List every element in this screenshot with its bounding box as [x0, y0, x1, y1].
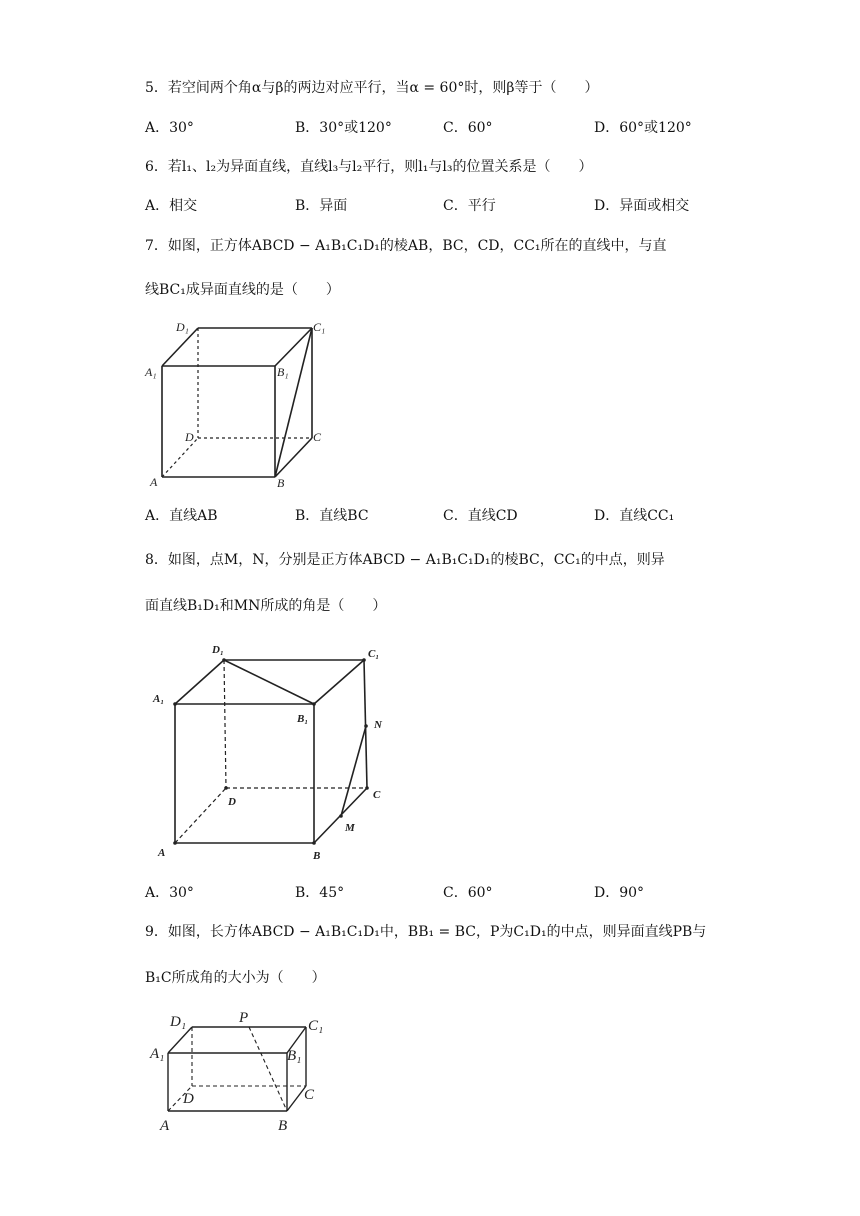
q9-label-a1: A₁	[150, 1046, 165, 1062]
q7-label-d1: D₁	[176, 320, 189, 334]
q7-label-c: C	[313, 430, 322, 444]
q7-option-c[interactable]: C．直线CD	[443, 508, 518, 524]
q9-label-d1: D₁	[170, 1014, 187, 1030]
q5-option-b[interactable]: B．30°或120°	[295, 120, 392, 136]
q8-option-c[interactable]: C．60°	[443, 885, 493, 901]
q8-label-b1: B₁	[297, 713, 309, 725]
q8-option-d[interactable]: D．90°	[594, 885, 645, 901]
question-8-stem-line-1: 8．如图，点M，N，分别是正方体ABCD − A₁B₁C₁D₁的棱BC，CC₁的中点，则异	[145, 552, 665, 568]
q8-label-d: D	[228, 796, 236, 808]
q8-label-d1: D₁	[212, 644, 224, 656]
q8-option-a[interactable]: A．30°	[145, 885, 194, 901]
q8-label-c1: C₁	[368, 648, 380, 660]
q7-option-d[interactable]: D．直线CC₁	[594, 508, 675, 524]
q8-label-a: A	[158, 847, 166, 859]
q9-label-d: D	[183, 1091, 194, 1107]
q7-label-c1: C₁	[313, 320, 326, 334]
q9-label-b1: B₁	[287, 1048, 302, 1064]
question-9-stem-line-1: 9．如图，长方体ABCD − A₁B₁C₁D₁中，BB₁ = BC，P为C₁D₁的中点，则异面直线PB与	[145, 924, 707, 940]
q9-cuboid-figure	[145, 1005, 345, 1140]
question-5-stem: 5．若空间两个角α与β的两边对应平行，当α = 60°时，则β等于（ ）	[145, 80, 599, 96]
q8-label-a1: A₁	[153, 693, 165, 705]
q5-option-c[interactable]: C．60°	[443, 120, 493, 136]
q7-option-b[interactable]: B．直线BC	[295, 508, 369, 524]
q7-label-d: D	[185, 430, 194, 444]
q6-option-c[interactable]: C．平行	[443, 198, 496, 214]
q8-label-c: C	[373, 789, 381, 801]
q8-cube-figure	[145, 640, 395, 865]
q9-label-c1: C₁	[308, 1018, 324, 1034]
q9-label-c: C	[304, 1087, 315, 1103]
q7-cube-figure	[140, 315, 340, 495]
question-7-stem-line-1: 7．如图，正方体ABCD − A₁B₁C₁D₁的棱AB，BC，CD，CC₁所在的直线中，与直	[145, 238, 667, 254]
q9-label-b: B	[278, 1118, 288, 1134]
q5-option-a[interactable]: A．30°	[145, 120, 194, 136]
q8-label-m: M	[345, 822, 355, 834]
q9-label-a: A	[160, 1118, 170, 1134]
question-9-stem-line-2: B₁C所成角的大小为（ ）	[145, 970, 326, 986]
q5-option-d[interactable]: D．60°或120°	[594, 120, 692, 136]
q6-option-d[interactable]: D．异面或相交	[594, 198, 690, 214]
q8-option-b[interactable]: B．45°	[295, 885, 345, 901]
q7-label-a: A	[150, 475, 158, 489]
q7-label-b: B	[277, 476, 285, 490]
q7-option-a[interactable]: A．直线AB	[145, 508, 218, 524]
q7-label-b1: B₁	[277, 365, 289, 379]
q7-label-a1: A₁	[145, 365, 157, 379]
q8-label-b: B	[313, 850, 321, 862]
q9-label-p: P	[239, 1010, 249, 1026]
question-7-stem-line-2: 线BC₁成异面直线的是（ ）	[145, 282, 340, 298]
question-8-stem-line-2: 面直线B₁D₁和MN所成的角是（ ）	[145, 598, 387, 614]
q6-option-b[interactable]: B．异面	[295, 198, 348, 214]
question-6-stem: 6．若l₁、l₂为异面直线，直线l₃与l₂平行，则l₁与l₃的位置关系是（ ）	[145, 159, 593, 175]
q8-label-n: N	[374, 719, 382, 731]
q6-option-a[interactable]: A．相交	[145, 198, 198, 214]
